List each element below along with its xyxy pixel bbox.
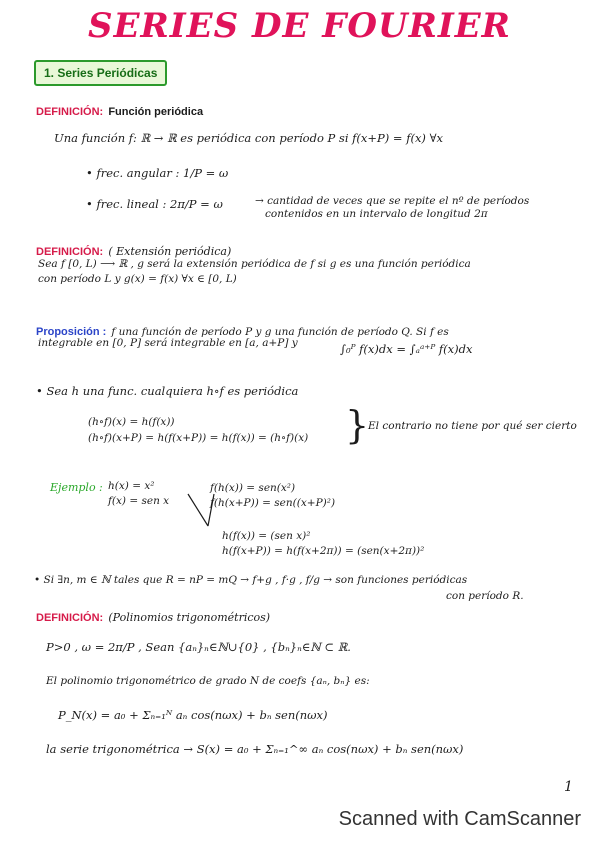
composition-eq-2: (h∘f)(x+P) = h(f(x+P)) = h(f(x)) = (h∘f)(x) <box>88 432 309 444</box>
section-heading: 1. Series Periódicas <box>34 60 167 86</box>
exists-statement: • Si ∃n, m ∈ ℕ tales que R = nP = mQ → f+g , f·g , f/g → son funciones periódicas <box>34 574 468 586</box>
example-result-1: f(h(x)) = sen(x²) <box>210 482 296 494</box>
arrow-lines-icon <box>186 490 216 530</box>
angular-frequency: • frec. angular : 1/P = ω <box>86 166 229 180</box>
composition-eq-1: (h∘f)(x) = h(f(x)) <box>88 416 175 428</box>
definition-name: ( Extensión periódica) <box>108 245 232 258</box>
converse-note: El contrario no tiene por qué ser cierto <box>368 420 577 432</box>
scanner-watermark: Scanned with CamScanner <box>338 808 581 830</box>
proposition-text: f una función de período P y g una función de período Q. Si f es <box>111 326 449 338</box>
linear-frequency: • frec. lineal : 2π/P = ω <box>86 197 223 211</box>
definition-label: DEFINICIÓN: <box>36 612 104 624</box>
right-brace: } <box>345 403 370 447</box>
example-result-3: h(f(x)) = (sen x)² <box>222 530 311 542</box>
definition-name: Función periódica <box>108 106 204 118</box>
definition-1-header <box>36 100 203 119</box>
page-number: 1 <box>564 779 573 795</box>
definition-2-line-2: con período L y g(x) = f(x) ∀x ∈ [0, L) <box>38 273 237 285</box>
example-label: Ejemplo : <box>50 481 103 494</box>
definition-3-header <box>36 606 270 625</box>
frequency-note: → cantidad de veces que se repite el nº de períodos <box>255 195 530 207</box>
example-f-definition: f(x) = sen x <box>108 495 170 507</box>
frequency-note-2: contenidos en un intervalo de longitud 2π <box>265 208 488 220</box>
trig-polynomial-definition: El polinomio trigonométrico de grado N de coefs {aₙ, bₙ} es: <box>46 675 370 687</box>
definition-label: DEFINICIÓN: <box>36 246 104 258</box>
example-result-4: h(f(x+P)) = h(f(x+2π)) = (sen(x+2π))² <box>222 545 425 557</box>
definition-2-line-1: Sea f [0, L) ⟶ ℝ , g será la extensión periódica de f si g es una función periódica <box>38 258 471 270</box>
definition-label: DEFINICIÓN: <box>36 106 104 118</box>
trig-setup: P>0 , ω = 2π/P , Sean {aₙ}ₙ∈ℕ∪{0} , {bₙ}ₙ∈ℕ ⊂ ℝ. <box>46 640 351 654</box>
example-h-definition: h(x) = x² <box>108 480 155 492</box>
page-title: SERIES DE FOURIER <box>88 6 511 46</box>
proposition-line-2: integrable en [0, P] será integrable en [a, a+P] y <box>38 337 298 349</box>
definition-1-body: Una función f: ℝ → ℝ es periódica con período P si f(x+P) = f(x) ∀x <box>54 131 444 145</box>
trig-series-formula: la serie trigonométrica → S(x) = a₀ + Σₙ₌₁^∞ aₙ cos(nωx) + bₙ sen(nωx) <box>46 742 464 756</box>
composition-intro: • Sea h una func. cualquiera h∘f es periódica <box>36 384 299 398</box>
definition-2-header <box>36 240 231 259</box>
proposition-label: Proposición : <box>36 326 107 338</box>
integral-equality: ∫₀ᴾ f(x)dx = ∫ₐᵃ⁺ᴾ f(x)dx <box>340 342 473 356</box>
exists-statement-2: con período R. <box>446 590 524 602</box>
example-result-2: f(h(x+P)) = sen((x+P)²) <box>210 497 336 509</box>
trig-polynomial-formula: P_N(x) = a₀ + Σₙ₌₁ᴺ aₙ cos(nωx) + bₙ sen(nωx) <box>58 708 328 722</box>
definition-name: (Polinomios trigonométricos) <box>108 611 271 624</box>
